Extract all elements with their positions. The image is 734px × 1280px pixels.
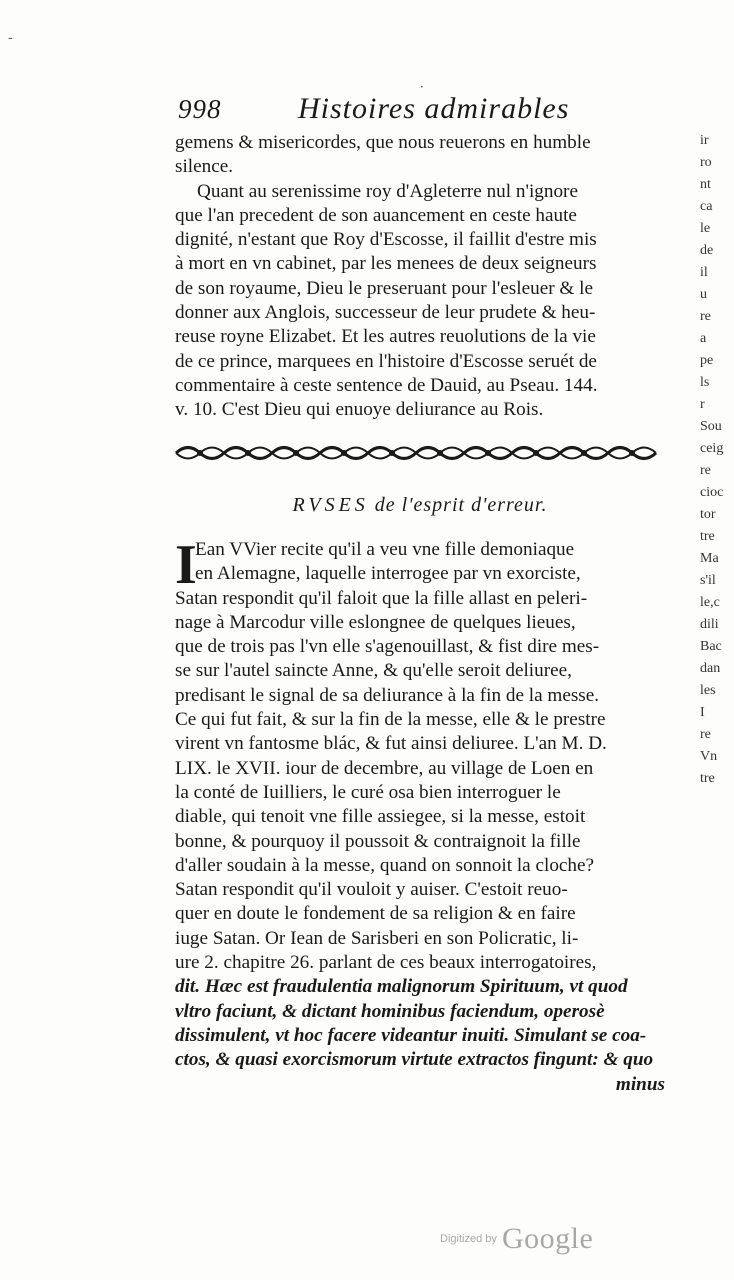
- margin-fragment: I: [700, 705, 705, 720]
- text-line: de son royaume, Dieu le preseruant pour l'esleuer & le: [175, 277, 593, 299]
- text-line: la conté de Iuilliers, le curé osa bien interroguer le: [175, 781, 561, 803]
- text-line: que l'an precedent de son auancement en ceste haute: [175, 204, 577, 226]
- text-line: d'aller soudain à la messe, quand on sonnoit la cloche?: [175, 854, 595, 876]
- text-line: de ce prince, marquees en l'histoire d'Escosse seruét de: [175, 350, 597, 372]
- text-line: virent vn fantosme blác, & fut ainsi deliuree. L'an M. D.: [175, 733, 607, 755]
- margin-fragment: re: [700, 309, 711, 324]
- latin-line: vltro faciunt, & dictant hominibus faciendum, operosè: [175, 1000, 605, 1022]
- text-line: gemens & misericordes, que nous reuerons en humble: [175, 132, 591, 153]
- text-line: Satan respondit qu'il faloit que la fille allast en peleri-: [175, 587, 588, 609]
- page-header: [178, 92, 658, 128]
- text-line: iuge Satan. Or Iean de Sarisberi en son Policratic, li-: [175, 927, 579, 949]
- text-line: v. 10. C'est Dieu qui enuoye deliurance au Rois.: [175, 399, 544, 421]
- text-line: Quant au serenissime roy d'Agleterre nul n'ignore: [197, 180, 578, 202]
- margin-fragment: ls: [700, 375, 710, 390]
- drop-cap: I: [175, 534, 197, 596]
- margin-fragment: r: [700, 397, 705, 412]
- margin-fragment: ir: [700, 133, 709, 148]
- margin-fragment: re: [700, 727, 711, 742]
- margin-fragment: le: [700, 221, 711, 236]
- ornament-vine: [172, 440, 668, 466]
- margin-fragment: s'il: [700, 573, 716, 588]
- margin-fragment: les: [700, 683, 716, 698]
- digitized-watermark: [440, 1222, 593, 1256]
- margin-fragment: Ma: [700, 551, 719, 566]
- margin-fragment: cioc: [700, 485, 724, 500]
- text-line: silence.: [175, 156, 234, 178]
- section-heading-rest: de l'esprit d'erreur.: [374, 494, 548, 516]
- margin-fragment: a: [700, 331, 707, 346]
- text-line: predisant le signal de sa deliurance à la fin de la messe.: [175, 684, 600, 706]
- text-line: ure 2. chapitre 26. parlant de ces beaux interrogatoires,: [175, 952, 597, 974]
- text-line: commentaire à ceste sentence de Dauid, au Pseau. 144.: [175, 374, 598, 396]
- text-line: à mort en vn cabinet, par les menees de deux seigneurs: [175, 253, 597, 275]
- text-block-bottom: [175, 534, 665, 1097]
- watermark-logo-text: Google: [501, 1222, 594, 1255]
- margin-fragment: ca: [700, 199, 713, 214]
- margin-fragment: u: [700, 287, 707, 302]
- text-line: Ean VVier recite qu'il a veu vne fille demoniaque: [195, 539, 575, 560]
- latin-line: ctos, & quasi exorcismorum virtute extractos fingunt: & quo: [175, 1049, 654, 1071]
- margin-fragment: re: [700, 463, 711, 478]
- margin-fragment: Vn: [700, 749, 718, 764]
- text-line: Satan respondit qu'il vouloit y auiser. C'estoit reuo-: [175, 879, 568, 901]
- margin-fragment: de: [700, 243, 714, 258]
- text-line: dignité, n'estant que Roy d'Escosse, il faillit d'estre mis: [175, 229, 597, 251]
- text-line: reuse royne Elizabet. Et les autres reuolutions de la vie: [175, 326, 596, 348]
- latin-line: dissimulent, vt hoc facere videantur inuiti. Simulant se coa-: [175, 1024, 647, 1046]
- margin-fragment: dili: [700, 617, 719, 632]
- section-heading-caps: RVSES: [292, 494, 369, 516]
- text-line: diable, qui tenoit vne fille assiegee, si la messe, estoit: [175, 806, 586, 828]
- margin-fragment: pe: [700, 353, 714, 368]
- margin-fragment: tor: [700, 507, 716, 522]
- text-line: quer en doute le fondement de sa religion & en faire: [175, 903, 576, 925]
- margin-fragment: ceig: [700, 441, 724, 456]
- text-line: LIX. le XVII. iour de decembre, au village de Loen en: [175, 757, 594, 779]
- text-line: se sur l'autel saincte Anne, & qu'elle seroit deliuree,: [175, 660, 572, 682]
- margin-fragment: tre: [700, 771, 715, 786]
- margin-fragment: le,c: [700, 595, 720, 610]
- margin-fragment: il: [700, 265, 708, 280]
- text-line: donner aux Anglois, successeur de leur prudete & heu-: [175, 302, 596, 324]
- text-line: Ce qui fut fait, & sur la fin de la messe, elle & le prestre: [175, 709, 606, 731]
- section-heading: [175, 494, 665, 517]
- watermark-small-text: Digitized by: [440, 1233, 497, 1245]
- facing-page-margin: [700, 130, 734, 790]
- margin-fragment: ro: [700, 155, 712, 170]
- latin-line: dit. Hæc est fraudulentia malignorum Spirituum, vt quod: [175, 976, 628, 998]
- ornamental-divider: [172, 440, 668, 466]
- text-line: bonne, & pourquoy il poussoit & contraignoit la fille: [175, 830, 581, 852]
- text-line: que de trois pas l'vn elle s'agenouillast, & fist dire mes-: [175, 636, 600, 658]
- page-number: 998: [178, 94, 222, 124]
- scan-edge-mark: -: [8, 30, 13, 46]
- text-line: en Alemagne, laquelle interrogee par vn exorciste,: [195, 563, 581, 585]
- running-title: Histoires admirables: [298, 92, 570, 125]
- scan-dot-mark: ·: [420, 80, 424, 94]
- margin-fragment: Sou: [700, 419, 722, 434]
- text-line: nage à Marcodur ville eslongnee de quelques lieues,: [175, 611, 576, 633]
- margin-fragment: dan: [700, 661, 721, 676]
- text-block-top: [175, 131, 665, 423]
- margin-fragment: nt: [700, 177, 711, 192]
- margin-fragment: Bac: [700, 639, 722, 654]
- catchword: minus: [615, 1073, 665, 1095]
- margin-fragment: tre: [700, 529, 715, 544]
